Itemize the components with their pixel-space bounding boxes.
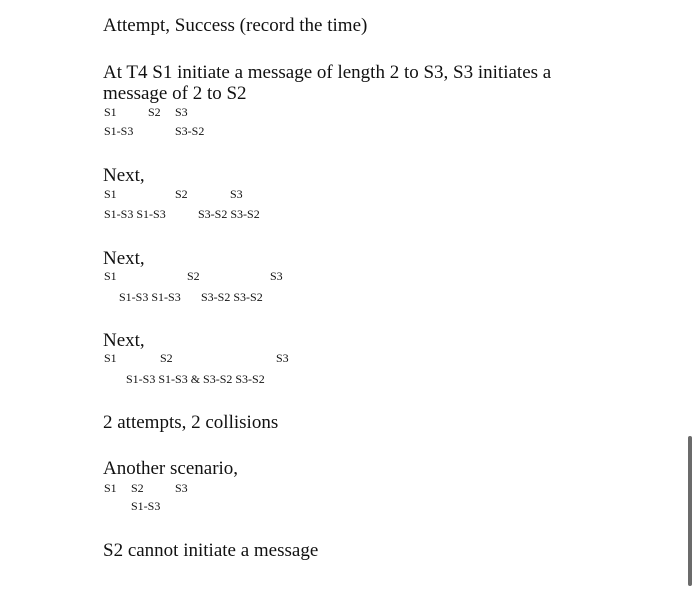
messages-s1-s3: S1-S3 S1-S3 [104, 207, 166, 221]
scenario-title: Another scenario, [103, 458, 239, 479]
messages-s3-s2: S3-S2 S3-S2 [201, 290, 263, 304]
station-label-s3: S3 [276, 351, 289, 365]
station-label-s1: S1 [104, 481, 117, 495]
station-label-s3: S3 [175, 105, 188, 119]
vertical-scrollbar[interactable] [688, 436, 692, 586]
messages-s3-s2: S3-S2 S3-S2 [198, 207, 260, 221]
intro-line-2: message of 2 to S2 [103, 83, 247, 104]
messages-combined: S1-S3 S1-S3 & S3-S2 S3-S2 [126, 372, 265, 386]
station-label-s1: S1 [104, 187, 117, 201]
station-label-s2: S2 [187, 269, 200, 283]
conclusion-text: S2 cannot initiate a message [103, 540, 319, 561]
station-label-s1: S1 [104, 351, 117, 365]
station-label-s2: S2 [160, 351, 173, 365]
messages-s1-s3: S1-S3 S1-S3 [119, 290, 181, 304]
message-s1-s3: S1-S3 [104, 124, 134, 138]
message-s1-s3: S1-S3 [131, 499, 161, 513]
heading: Attempt, Success (record the time) [103, 15, 368, 36]
station-label-s1: S1 [104, 269, 117, 283]
step-2-title: Next, [103, 248, 145, 269]
station-label-s2: S2 [148, 105, 161, 119]
station-label-s2: S2 [175, 187, 188, 201]
station-label-s2: S2 [131, 481, 144, 495]
intro-line-1: At T4 S1 initiate a message of length 2 to S3, S3 initiates a [103, 62, 552, 83]
station-label-s3: S3 [175, 481, 188, 495]
station-label-s3: S3 [270, 269, 283, 283]
station-label-s3: S3 [230, 187, 243, 201]
message-s3-s2: S3-S2 [175, 124, 205, 138]
step-3-title: Next, [103, 330, 145, 351]
step-1-title: Next, [103, 165, 145, 186]
station-label-s1: S1 [104, 105, 117, 119]
summary-text: 2 attempts, 2 collisions [103, 412, 279, 433]
